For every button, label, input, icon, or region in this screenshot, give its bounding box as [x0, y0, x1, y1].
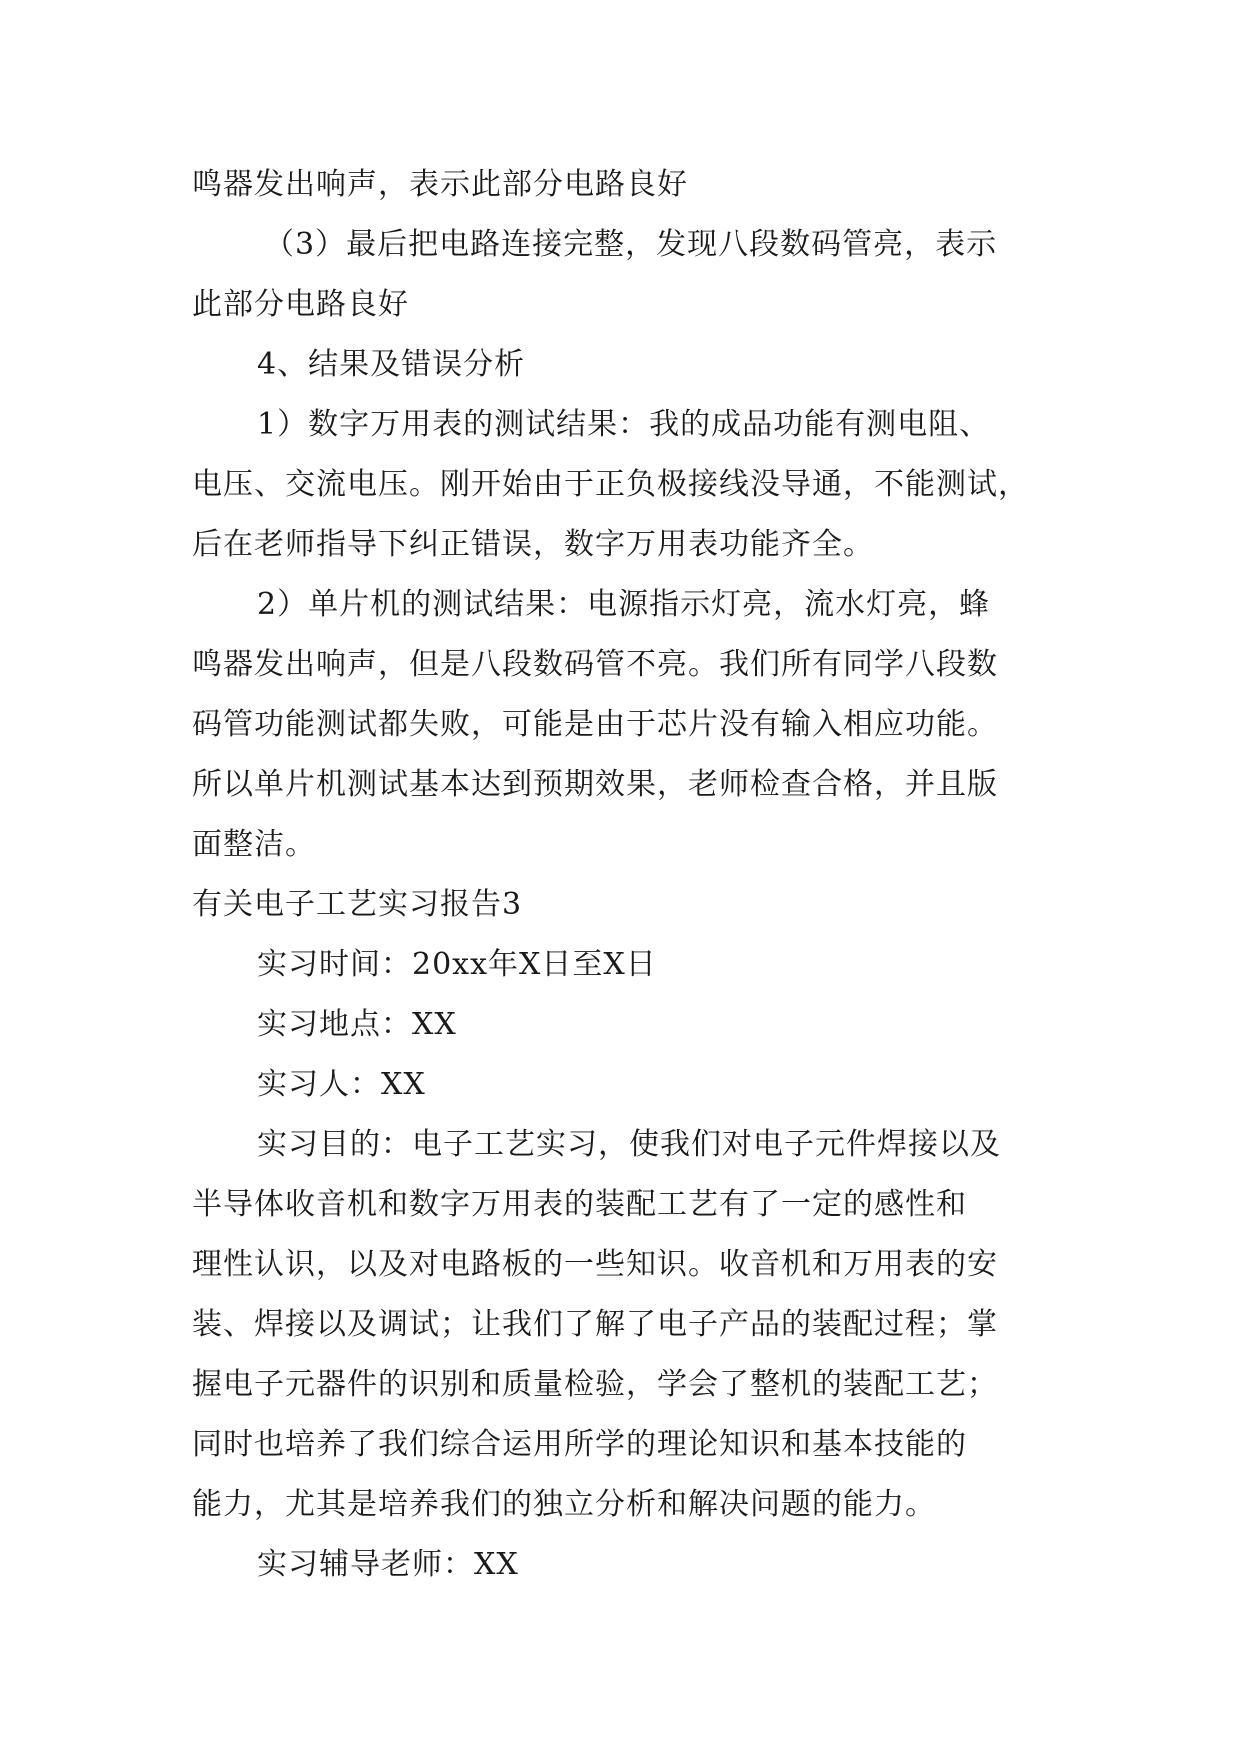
instructor: 实习辅导老师：XX: [257, 1547, 519, 1582]
text-line: 能力，尤其是培养我们的独立分析和解决问题的能力。: [192, 1487, 936, 1522]
internship-time: 实习时间：20xx年X日至X日: [257, 947, 657, 982]
intern-name: 实习人：XX: [257, 1067, 426, 1102]
section-heading: 4、结果及错误分析: [257, 347, 526, 382]
text-line: 理性认识，以及对电路板的一些知识。收音机和万用表的安: [192, 1247, 998, 1282]
text-line: 装、焊接以及调试；让我们了解了电子产品的装配过程；掌: [192, 1307, 998, 1342]
text-line: 半导体收音机和数字万用表的装配工艺有了一定的感性和: [192, 1187, 967, 1222]
text-line: （3）最后把电路连接完整，发现八段数码管亮，表示: [264, 227, 998, 262]
text-line: 鸣器发出响声，表示此部分电路良好: [192, 167, 688, 202]
report-title: 有关电子工艺实习报告3: [192, 887, 523, 922]
text-line: 此部分电路良好: [192, 287, 409, 322]
text-line: 握电子元器件的识别和质量检验，学会了整机的装配工艺；: [192, 1367, 998, 1402]
text-line: 同时也培养了我们综合运用所学的理论知识和基本技能的: [192, 1427, 967, 1462]
text-line: 面整洁。: [192, 827, 316, 862]
internship-location: 实习地点：XX: [257, 1007, 457, 1042]
text-line: 码管功能测试都失败，可能是由于芯片没有输入相应功能。: [192, 707, 998, 742]
text-line: 电压、交流电压。刚开始由于正负极接线没导通，不能测试，: [192, 467, 1029, 502]
text-line: 实习目的：电子工艺实习，使我们对电子元件焊接以及: [257, 1127, 1001, 1162]
text-line: 后在老师指导下纠正错误，数字万用表功能齐全。: [192, 527, 874, 562]
text-line: 1）数字万用表的测试结果：我的成品功能有测电阻、: [257, 407, 991, 442]
text-line: 2）单片机的测试结果：电源指示灯亮，流水灯亮，蜂: [257, 587, 991, 622]
text-line: 所以单片机测试基本达到预期效果，老师检查合格，并且版: [192, 767, 998, 802]
text-line: 鸣器发出响声，但是八段数码管不亮。我们所有同学八段数: [192, 647, 998, 682]
